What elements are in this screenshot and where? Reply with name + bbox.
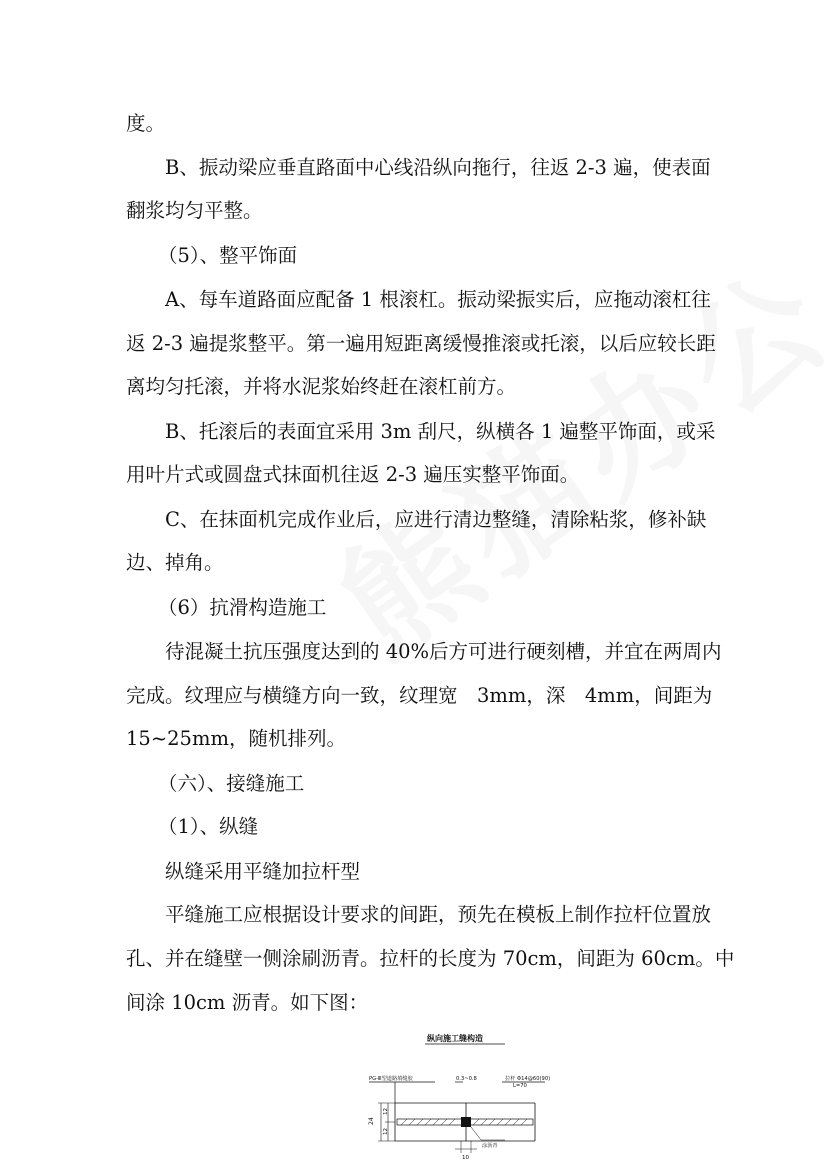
paragraph-line: 间涂 10cm 沥青。如下图：	[126, 991, 369, 1014]
section-heading: （1）、纵缝	[158, 815, 259, 838]
paragraph-line: 待混凝土抗压强度达到的 40%后方可进行硬刻槽，并宜在两周内	[165, 640, 722, 663]
paragraph-line: 15~25mm，随机排列。	[126, 727, 346, 750]
label-asphalt: 涂沥青	[482, 1143, 498, 1149]
paragraph-line: 边、掉角。	[126, 551, 224, 574]
label-24: 24	[368, 1117, 375, 1125]
section-heading: （5）、整平饰面	[158, 244, 298, 267]
paragraph-line: C、在抹面机完成作业后，应进行清边整缝，清除粘浆，修补缺	[165, 508, 707, 531]
label-10: 10	[462, 1155, 469, 1161]
longitudinal-joint-diagram	[355, 1025, 555, 1174]
paragraph-line: 度。	[126, 112, 166, 135]
paragraph-line: 孔、并在缝壁一侧涂刷沥青。拉杆的长度为 70cm，间距为 60cm。中	[126, 947, 735, 970]
section-heading: （六）、接缝施工	[158, 772, 305, 795]
paragraph-line: A、每车道路面应配备 1 根滚杠。振动梁振实后，应拖动滚杠往	[165, 288, 711, 311]
paragraph-line: 完成。纹理应与横缝方向一致，纹理宽 3mm，深 4mm，间距为	[126, 684, 713, 707]
paragraph-line: 翻浆均匀平整。	[126, 199, 263, 222]
asphalt-leader	[471, 1127, 481, 1140]
paragraph-line: 纵缝采用平缝加拉杆型	[165, 860, 361, 883]
label-12-top: 12	[383, 1108, 389, 1115]
paragraph-line: 返 2-3 遍提浆整平。第一遍用短距离缓慢推滚或托滚，以后应较长距	[126, 332, 716, 355]
paragraph-line: 用叶片式或圆盘式抹面机往返 2-3 遍压实整平饰面。	[126, 463, 580, 486]
label-12-bottom: 12	[383, 1128, 389, 1135]
paragraph-line: 离均匀托滚，并将水泥浆始终赶在滚杠前方。	[126, 375, 517, 398]
label-rod: 拉杆 Φ14@60(90)	[505, 1076, 551, 1082]
paragraph-line: B、托滚后的表面宜采用 3m 刮尺，纵横各 1 遍整平饰面，或采	[165, 420, 716, 443]
label-length: L=70	[513, 1083, 527, 1089]
section-heading: （6）抗滑构造施工	[158, 596, 327, 619]
label-sealant: PG-Ⅲ型道路填缝胶	[369, 1076, 413, 1082]
figure-title: 纵向施工缝构造	[427, 1034, 483, 1043]
label-gap: 0.3~0.8	[456, 1076, 477, 1082]
paragraph-line: 平缝施工应根据设计要求的间距，预先在模板上制作拉杆位置放	[165, 903, 712, 926]
paragraph-line: B、振动梁应垂直路面中心线沿纵向拖行，往返 2-3 遍，使表面	[165, 156, 711, 179]
